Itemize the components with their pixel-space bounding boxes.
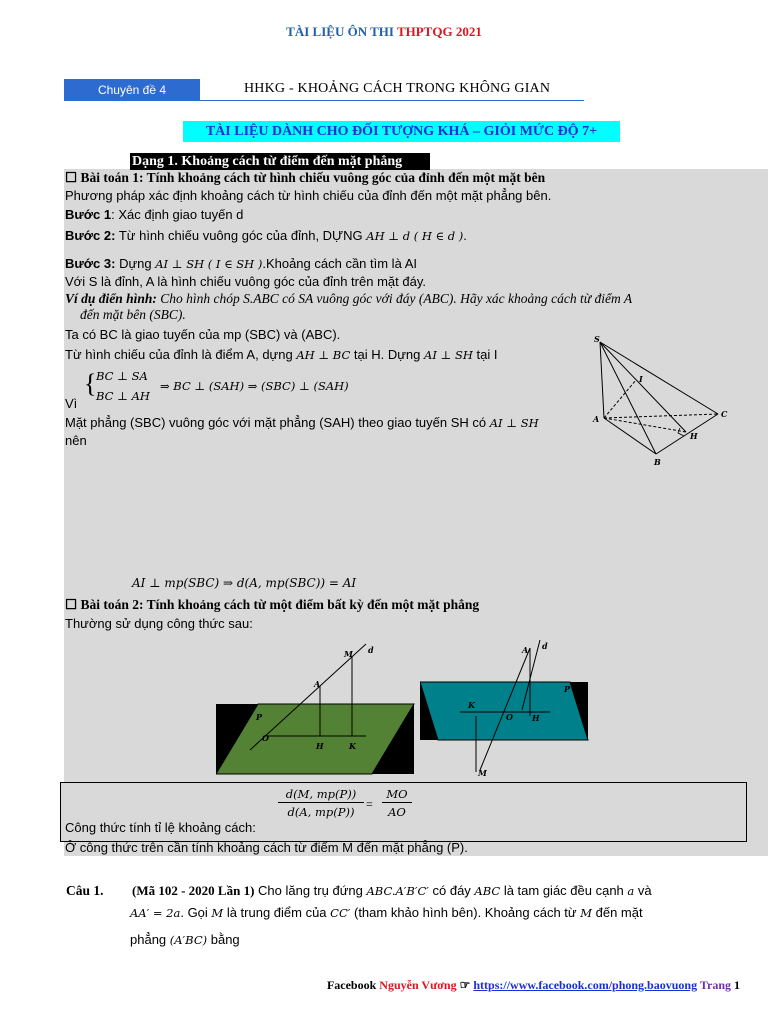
problem1-step3: Bước 3: Dựng AI ⊥ SH ( I ∈ SH ).Khoảng cách cần tìm là AI bbox=[65, 256, 417, 271]
problem1-step1: Bước 1: Xác định giao tuyến d bbox=[65, 207, 244, 222]
header-title-prefix: TÀI LIỆU ÔN THI bbox=[286, 24, 397, 39]
chapter-tab: Chuyên đề 4 bbox=[64, 79, 200, 101]
fig2-label-o: O bbox=[506, 712, 513, 722]
formula-right-fraction bbox=[382, 787, 412, 819]
system-result: ⇒ BC ⊥ (SAH) ⇒ (SBC) ⊥ (SAH) bbox=[160, 379, 349, 393]
problem1-conclusion: AI ⊥ mp(SBC) ⇒ d(A, mp(SBC)) = AI bbox=[132, 576, 357, 590]
level-banner: TÀI LIỆU DÀNH CHO ĐỐI TƯỢNG KHÁ – GIỎI MỨC ĐỘ 7+ bbox=[183, 121, 620, 142]
page-footer: Facebook Nguyễn Vương ☞ https://www.facebook.com/phong.baovuong Trang 1 bbox=[326, 978, 740, 992]
problem1-note: Với S là đỉnh, A là hình chiếu vuông góc của đỉnh trên mặt đáy. bbox=[65, 274, 426, 289]
figure-label-s: S bbox=[594, 334, 600, 344]
question-line-1: (Mã 102 - 2020 Lần 1) Cho lăng trụ đứng ABC.A′B′C′ có đáy ABC là tam giác đều cạnh a và bbox=[132, 883, 652, 898]
formula-right-denominator: AO bbox=[388, 805, 406, 819]
system-eq-1: BC ⊥ SA bbox=[96, 369, 148, 383]
question-line-3: phẳng (A′BC) bằng bbox=[130, 932, 240, 947]
problem1-solution-3b: nên bbox=[65, 433, 87, 448]
figure-label-b: B bbox=[654, 457, 661, 467]
problem2-note: Ở công thức trên cần tính khoảng cách từ điểm M đến mặt phẳng (P). bbox=[65, 840, 468, 855]
question-label: Câu 1. bbox=[66, 883, 104, 898]
facebook-link[interactable]: https://www.facebook.com/phong.baovuong bbox=[473, 978, 698, 992]
fig1-label-h: H bbox=[316, 741, 324, 751]
fig2-label-p: P bbox=[564, 684, 571, 694]
fig2-label-d: d bbox=[542, 641, 548, 651]
checkbox-icon: ☐ bbox=[65, 597, 78, 612]
chapter-underline bbox=[200, 100, 584, 101]
fig2-label-k: K bbox=[468, 700, 475, 710]
page-number: 1 bbox=[731, 978, 740, 992]
problem1-example-cont: đến mặt bên (SBC). bbox=[80, 307, 186, 322]
fig1-label-m: M bbox=[344, 649, 353, 659]
problem1-solution-3: Mặt phẳng (SBC) vuông góc với mặt phẳng (SAH) theo giao tuyến SH có AI ⊥ SH bbox=[65, 415, 539, 430]
problem2-intro: Thường sử dụng công thức sau: bbox=[65, 616, 253, 631]
fig2-label-a: A bbox=[522, 645, 529, 655]
figure-label-c: C bbox=[721, 409, 728, 419]
fig1-label-o: O bbox=[262, 733, 269, 743]
vi-label: Vì bbox=[65, 396, 78, 411]
problem1-step2: Bước 2: Từ hình chiếu vuông góc của đỉnh, DỰNG AH ⊥ d ( H ∈ d ). bbox=[65, 228, 467, 243]
formula-left-numerator: d(M, mp(P)) bbox=[278, 787, 364, 803]
problem2-heading: ☐ Bài toán 2: Tính khoảng cách từ một điểm bất kỳ đến một mặt phẳng bbox=[65, 597, 480, 612]
fig2-label-m: M bbox=[478, 768, 487, 778]
checkbox-icon: ☐ bbox=[65, 170, 78, 185]
page-label: Trang bbox=[697, 978, 731, 992]
figure-label-i: I bbox=[639, 374, 643, 384]
system-eq-2: BC ⊥ AH bbox=[96, 389, 150, 403]
pointing-hand-icon: ☞ bbox=[456, 978, 474, 992]
fig1-label-d: d bbox=[368, 645, 374, 655]
formula-equals: = bbox=[366, 797, 373, 811]
plane-figure-teal bbox=[420, 640, 590, 780]
header-title-highlight: THPTQG 2021 bbox=[396, 24, 482, 39]
problem1-example: Ví dụ điển hình: Cho hình chóp S.ABC có SA vuông góc với đáy (ABC). Hãy xác khoảng cách từ điểm A bbox=[65, 291, 633, 306]
content-panel bbox=[64, 169, 768, 856]
formula-label: Công thức tính tỉ lệ khoảng cách: bbox=[65, 820, 256, 835]
system-brace: { bbox=[84, 369, 97, 398]
formula-left-denominator: d(A, mp(P)) bbox=[287, 805, 355, 819]
fig2-label-h: H bbox=[532, 713, 540, 723]
formula-left-fraction bbox=[278, 787, 364, 819]
plane-figure-green bbox=[216, 640, 416, 775]
fig1-label-p: P bbox=[256, 712, 263, 722]
author-name: Nguyễn Vương bbox=[379, 978, 457, 992]
document-header bbox=[0, 24, 768, 40]
problem1-method: Phương pháp xác định khoảng cách từ hình chiếu của đỉnh đến một mặt phẳng bên. bbox=[65, 188, 552, 203]
problem1-heading: ☐ Bài toán 1: Tính khoảng cách từ hình chiếu vuông góc của đỉnh đến một mặt bên bbox=[65, 170, 546, 185]
figure-label-h: H bbox=[690, 431, 698, 441]
fig1-label-a: A bbox=[314, 679, 321, 689]
problem1-solution-1: Ta có BC là giao tuyến của mp (SBC) và (ABC). bbox=[65, 327, 341, 342]
pyramid-figure bbox=[590, 332, 740, 472]
fig1-label-k: K bbox=[349, 741, 356, 751]
question-line-2: AA′ = 2a. Gọi M là trung điểm của CC′ (tham khảo hình bên). Khoảng cách từ M đến mặt bbox=[130, 905, 643, 920]
figure-label-a: A bbox=[593, 414, 600, 424]
problem1-solution-2: Từ hình chiếu của đỉnh là điểm A, dựng AH ⊥ BC tại H. Dựng AI ⊥ SH tại I bbox=[65, 347, 498, 362]
section-title: Dạng 1. Khoảng cách từ điểm đến mặt phẳng bbox=[130, 153, 430, 170]
chapter-title: HHKG - KHOẢNG CÁCH TRONG KHÔNG GIAN bbox=[244, 81, 551, 96]
formula-right-numerator: MO bbox=[382, 787, 412, 803]
